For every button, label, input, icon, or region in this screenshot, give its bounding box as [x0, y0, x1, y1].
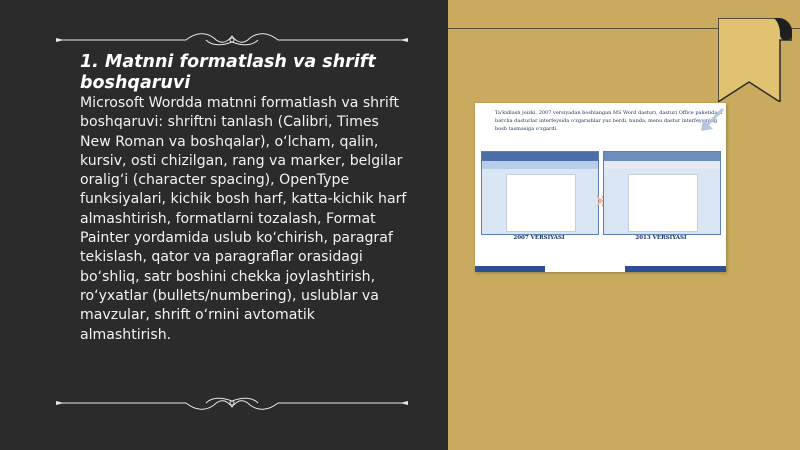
slide-title: 1. Matnni formatlash va shrift boshqaruvi: [80, 52, 376, 93]
bookmark-ribbon-icon: [718, 18, 792, 102]
word-2007-window: [481, 151, 599, 235]
document-page: [506, 174, 576, 232]
ribbon: [604, 161, 720, 169]
ornament-flourish-top-icon: [56, 30, 408, 50]
word-versions-image: [475, 103, 726, 272]
accent-bar: [475, 266, 545, 272]
word-2013-window: [603, 151, 721, 235]
titlebar: [604, 152, 720, 161]
titlebar: [482, 152, 598, 161]
accent-bar: [625, 266, 726, 272]
arrow-diagonal-icon: [699, 107, 725, 133]
ornament-flourish-bottom-icon: [56, 393, 408, 413]
version-label-2013: 2013 VERSIYASI: [635, 235, 687, 241]
ribbon: [482, 161, 598, 169]
slide-body-text: Microsoft Wordda matnni formatlash va shrift boshqaruvi: shriftni tanlash (Calibri, Times New Roman va boshqalar), o‘lcham, qalin, kursiv, osti chizilgan, rang va marker, belgilar oralig‘i (character spacing), OpenType funksiyalari, kichik bosh harf, katta-kichik harf almashtirish, formatlarni tozalash, Format Painter yordamida uslub ko‘chirish, paragraf tekislash, qator va paragraflar orasidagi bo‘shliq, satr boshini chekka joylashtirish, ro‘yxatlar (bullets/numbering), uslublar va mavzular, shrift o‘rnini avtomatik almashtirish.: [80, 95, 407, 343]
document-page: [628, 174, 698, 232]
image-caption: Ta'kidlash joizki, 2007 versiyadan boshlangan MS Word dasturi, dasturi Office paketidagi barcha dasturlar interfeysida o'zgarishlar yuz berdi, bunda, menu dastur interfeysining bosh tasmasiga o'zgardi.: [495, 110, 723, 132]
version-label-2007: 2007 VERSIYASI: [513, 235, 565, 241]
